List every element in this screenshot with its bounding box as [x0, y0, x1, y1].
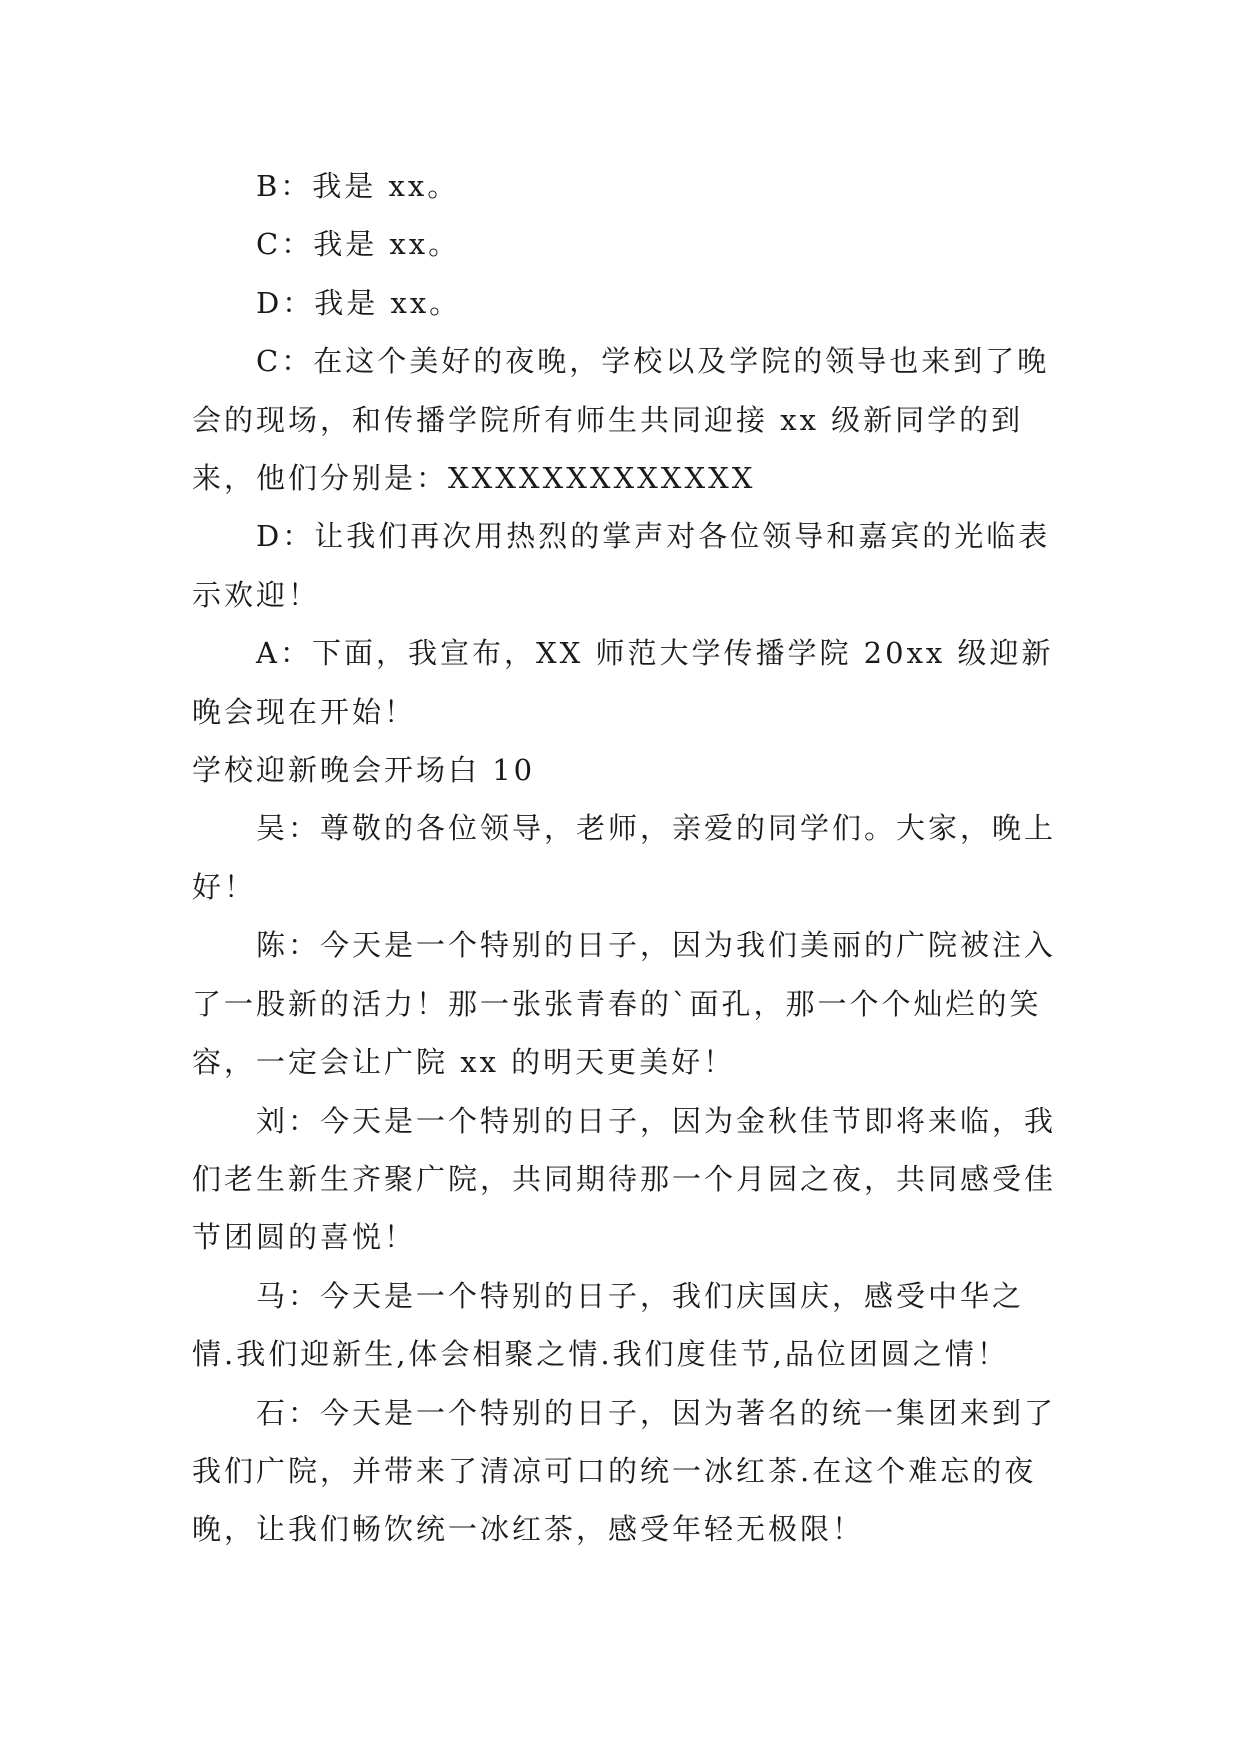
section-heading: 学校迎新晚会开场白 10: [192, 753, 536, 788]
paragraph-wu-greeting: 吴：尊敬的各位领导，老师，亲爱的同学们。大家，晚上好！: [192, 811, 1057, 904]
paragraph-liu: 刘：今天是一个特别的日子，因为金秋佳节即将来临，我们老生新生齐聚广院，共同期待那一个月园之夜，共同感受佳节团圆的喜悦！: [192, 1103, 1057, 1255]
paragraph-chen: 陈：今天是一个特别的日子，因为我们美丽的广院被注入了一股新的活力！那一张张青春的`面孔，那一个个灿烂的笑容，一定会让广院 xx 的明天更美好！: [192, 928, 1057, 1080]
paragraph-d-welcome: D：让我们再次用热烈的掌声对各位领导和嘉宾的光临表示欢迎！: [192, 519, 1051, 612]
paragraph-ma: 马：今天是一个特别的日子，我们庆国庆，感受中华之情.我们迎新生,体会相聚之情.我们度佳节,品位团圆之情！: [192, 1278, 1025, 1372]
paragraph-c-intro: C：我是 xx。: [256, 227, 461, 262]
paragraph-b-intro: B：我是 xx。: [256, 169, 460, 203]
paragraph-c-leaders: C：在这个美好的夜晚，学校以及学院的领导也来到了晚会的现场，和传播学院所有师生共同迎接 xx 级新同学的到来，他们分别是：XXXXXXXXXXXXX: [192, 344, 1050, 496]
paragraph-shi: 石：今天是一个特别的日子，因为著名的统一集团来到了我们广院，并带来了清凉可口的统一冰红茶.在这个难忘的夜晚，让我们畅饮统一冰红茶，感受年轻无极限！: [192, 1395, 1057, 1547]
document-body: [192, 157, 1064, 1559]
paragraph-d-intro: D：我是 xx。: [256, 285, 462, 320]
paragraph-a-announce: A：下面，我宣布，XX 师范大学传播学院 20xx 级迎新晚会现在开始！: [192, 636, 1054, 729]
